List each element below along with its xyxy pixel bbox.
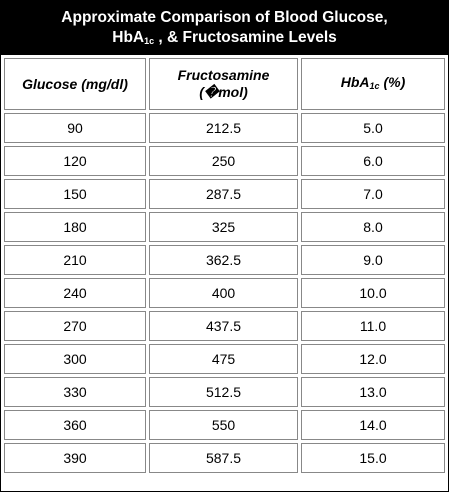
- hba1c-cell: 9.0: [301, 245, 445, 275]
- fructosamine-cell: 287.5: [149, 179, 298, 209]
- hba1c-cell: 11.0: [301, 311, 445, 341]
- hba1c-cell: 13.0: [301, 377, 445, 407]
- title-hba-subscript: 1c: [144, 36, 155, 46]
- fructosamine-cell: 587.5: [149, 443, 298, 473]
- glucose-cell: 360: [4, 410, 146, 440]
- glucose-cell: 210: [4, 245, 146, 275]
- table-row: [4, 245, 445, 275]
- hba1c-cell: 15.0: [301, 443, 445, 473]
- header-row: [4, 58, 445, 110]
- header-fructosamine: [149, 58, 298, 110]
- hba1c-cell: 10.0: [301, 278, 445, 308]
- table-title-line1: Approximate Comparison of Blood Glucose,: [61, 9, 388, 26]
- header-hba1c: [301, 58, 445, 110]
- header-fructosamine-line2: (�mol): [199, 84, 248, 100]
- fructosamine-cell: 212.5: [149, 113, 298, 143]
- glucose-cell: 180: [4, 212, 146, 242]
- header-fructosamine-line1: Fructosamine: [177, 67, 270, 83]
- table-row: [4, 344, 445, 374]
- table-row: [4, 113, 445, 143]
- fructosamine-cell: 475: [149, 344, 298, 374]
- glucose-cell: 330: [4, 377, 146, 407]
- glucose-cell: 150: [4, 179, 146, 209]
- hba1c-cell: 14.0: [301, 410, 445, 440]
- header-hba1c-suffix: (%): [379, 73, 406, 90]
- table-row: [4, 410, 445, 440]
- fructosamine-cell: 550: [149, 410, 298, 440]
- hba1c-cell: 8.0: [301, 212, 445, 242]
- table-title: [1, 1, 448, 55]
- table-row: [4, 212, 445, 242]
- header-hba1c-subscript: 1c: [369, 80, 380, 91]
- hba1c-cell: 12.0: [301, 344, 445, 374]
- glucose-cell: 120: [4, 146, 146, 176]
- table-row: [4, 311, 445, 341]
- fructosamine-cell: 250: [149, 146, 298, 176]
- header-hba1c-prefix: HbA: [340, 73, 370, 90]
- comparison-table: [1, 55, 448, 476]
- table-row: [4, 179, 445, 209]
- table-row: [4, 146, 445, 176]
- hba1c-cell: 6.0: [301, 146, 445, 176]
- fructosamine-cell: 512.5: [149, 377, 298, 407]
- title-hba-prefix: HbA: [112, 29, 145, 46]
- fructosamine-cell: 362.5: [149, 245, 298, 275]
- glucose-cell: 90: [4, 113, 146, 143]
- fructosamine-cell: 325: [149, 212, 298, 242]
- glucose-cell: 300: [4, 344, 146, 374]
- glucose-cell: 270: [4, 311, 146, 341]
- table-body: [4, 113, 445, 473]
- table-row: [4, 278, 445, 308]
- glucose-cell: 240: [4, 278, 146, 308]
- table-row: [4, 377, 445, 407]
- header-glucose: Glucose (mg/dl): [4, 58, 146, 110]
- fructosamine-cell: 400: [149, 278, 298, 308]
- glucose-cell: 390: [4, 443, 146, 473]
- hba1c-cell: 5.0: [301, 113, 445, 143]
- fructosamine-cell: 437.5: [149, 311, 298, 341]
- title-line2-suffix: , & Fructosamine Levels: [154, 29, 337, 46]
- table-title-line2: [1, 28, 448, 51]
- hba1c-cell: 7.0: [301, 179, 445, 209]
- table-row: [4, 443, 445, 473]
